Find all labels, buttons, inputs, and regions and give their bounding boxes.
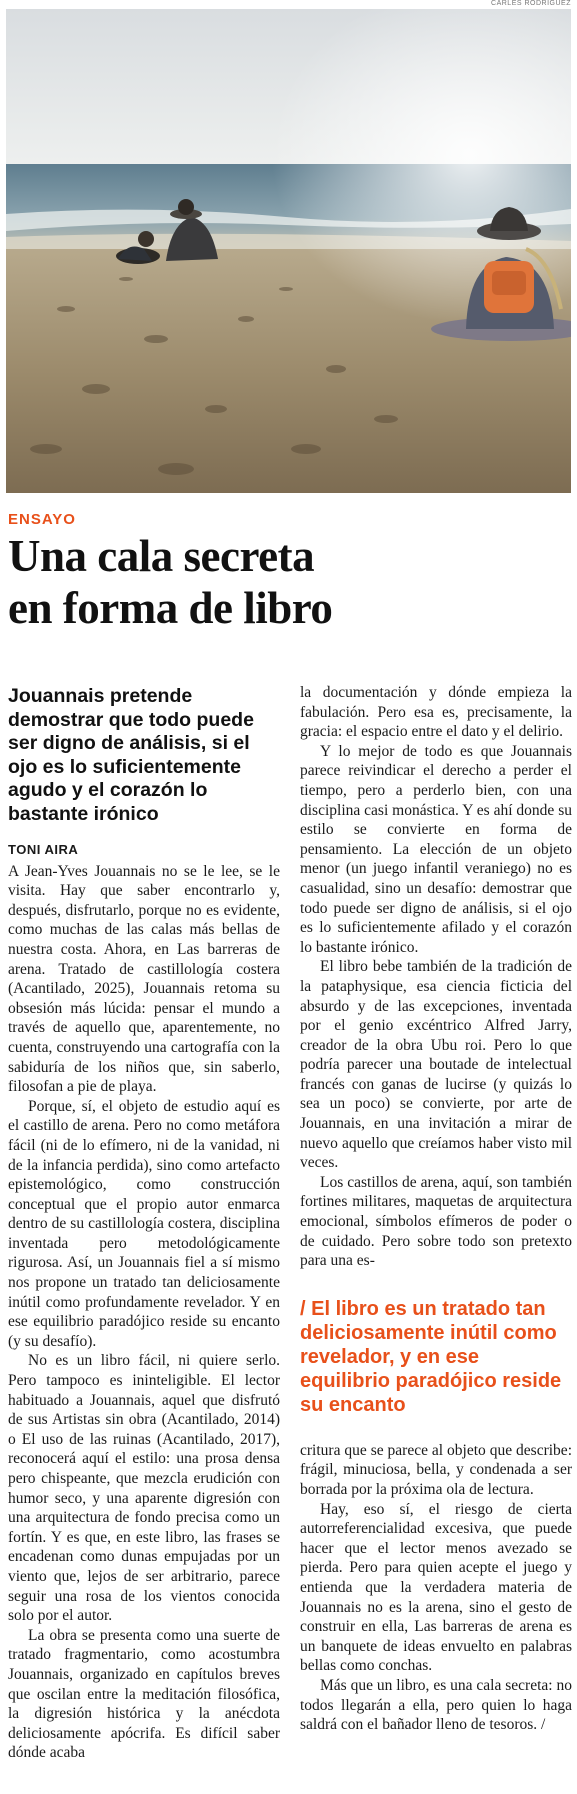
body-paragraph: Más que un libro, es una cala secreta: no todos llegarán a ella, pero quien lo haga saldrá con el bañador lleno de tesoros. / (300, 1676, 572, 1734)
body-paragraph: Los castillos de arena, aquí, son también fortines militares, maquetas de arquitectura emocional, símbolos efímeros de poder o de cuidado. Pero sobre todo son pretexto para una es- (300, 1173, 572, 1270)
article-headline: Una cala secreta en forma de libro (8, 531, 333, 633)
body-paragraph: la documentación y dónde empieza la fabulación. Pero esa es, precisamente, la gracia: el espacio entre el dato y el delirio. (300, 684, 572, 741)
beach-photo (6, 9, 571, 493)
pull-quote: / El libro es un tratado tan deliciosamente inútil como revelador, y en ese equilibrio paradójico reside su encanto (300, 1297, 562, 1416)
section-label: ENSAYO (8, 511, 76, 528)
body-paragraph: Hay, eso sí, el riesgo de cierta autorreferencialidad excesiva, que puede hacer que el lector menos avezado se pierda. Pero para quien acepte el juego y entienda que la verdadera materia de Jouannais no es la arena, sino el gesto de construir en ella, Las barreras de arena es un banquete de ideas envuelto en palabras bellas como conchas. (300, 1500, 572, 1675)
author-byline: TONI AIRA (8, 842, 79, 857)
beach-scene-image (6, 9, 571, 493)
body-paragraph: Y lo mejor de todo es que Jouannais parece reivindicar el derecho a perder el tiempo, pero a perderlo bien, con una disciplina casi monástica. Y es ahí donde su estilo se convierte en forma de pensamiento. La elección de un objeto menor (un juego infantil veraniego) no es casualidad, sino un desafío: demostrar que todo puede ser digno de análisis, si el ojo es lo suficientemente afilado y el corazón lo bastante irónico. (300, 742, 572, 956)
article-column-left (8, 683, 280, 1763)
body-paragraph: No es un libro fácil, ni quiere serlo. Pero tampoco es ininteligible. El lector habituado a Jouannais, aquel que disfrutó de sus Artistas sin obra (Acantilado, 2014) o El uso de las ruinas (Acantilado, 2017), reconocerá aquí el estilo: una prosa densa pero chispeante, que mezcla erudición con humor seco, y una aparente digresión con una arquitectura de fondo precisa como un fortín. Y es que, en este libro, las frases se encadenan como dunas empujadas por un viento que, lejos de ser arbitrario, parece seguir una rosa de los vientos conocida solo por el autor. (8, 1352, 280, 1625)
body-paragraph: El libro bebe también de la tradición de la pataphysique, esa ciencia ficticia del absurdo y de las excepciones, inventada por el genio excéntrico Alfred Jarry, creador de la obra Ubu roi. Pero lo que podría parecer una boutade de intelectual francés con ganas de lucirse (y quizás lo sea un poco) se convierte, por arte de Jouannais, en una invitación a mirar de nuevo aquello que creíamos haber visto mil veces. (300, 958, 572, 1172)
body-paragraph: A Jean-Yves Jouannais no se le lee, se le visita. Hay que saber encontrarlo y, después, disfrutarlo, porque no es evidente, como muchas de las calas más bellas de nuestra costa. Ahora, en Las barreras de arena. Tratado de castillología costera (Acantilado, 2025), Jouannais retoma su obsesión más lúcida: pensar el mundo a través de aquello que, aparentemente, no cuenta, construyendo una cartografía con la sabiduría de los niños que, sin saberlo, filosofan a pie de playa. (8, 862, 280, 1096)
article-lede: Jouannais pretende demostrar que todo puede ser digno de análisis, si el ojo es lo suficientemente agudo y el corazón lo bastante irónico (8, 685, 254, 825)
photo-credit: CARLES RODRÍGUEZ (491, 0, 571, 7)
body-paragraph: critura que se parece al objeto que describe: frágil, minuciosa, bella, y condenada a ser borrada por la próxima ola de lectura. (300, 1441, 572, 1498)
body-paragraph: Porque, sí, el objeto de estudio aquí es el castillo de arena. Pero no como metáfora fácil (ni de lo efímero, ni de la vanidad, ni de la infancia perdida), sino como artefacto epistemológico, como construcción conceptual que el propio autor enmarca dentro de su castillología costera, disciplina inventada pero metodológicamente rigurosa. Así, un Jouannais fiel a sí mismo nos propone un tratado tan deliciosamente inútil como profundamente revelador. Y en ese equilibrio paradójico reside su encanto (y su desafío). (8, 1097, 280, 1350)
article-column-right (300, 683, 572, 1735)
body-paragraph: La obra se presenta como una suerte de tratado fragmentario, como acostumbra Jouannais, organizado en capítulos breves que oscilan entre la meditación filosófica, la digresión histórica y la anécdota deliciosamente apócrifa. Es difícil saber dónde acaba (8, 1626, 280, 1762)
